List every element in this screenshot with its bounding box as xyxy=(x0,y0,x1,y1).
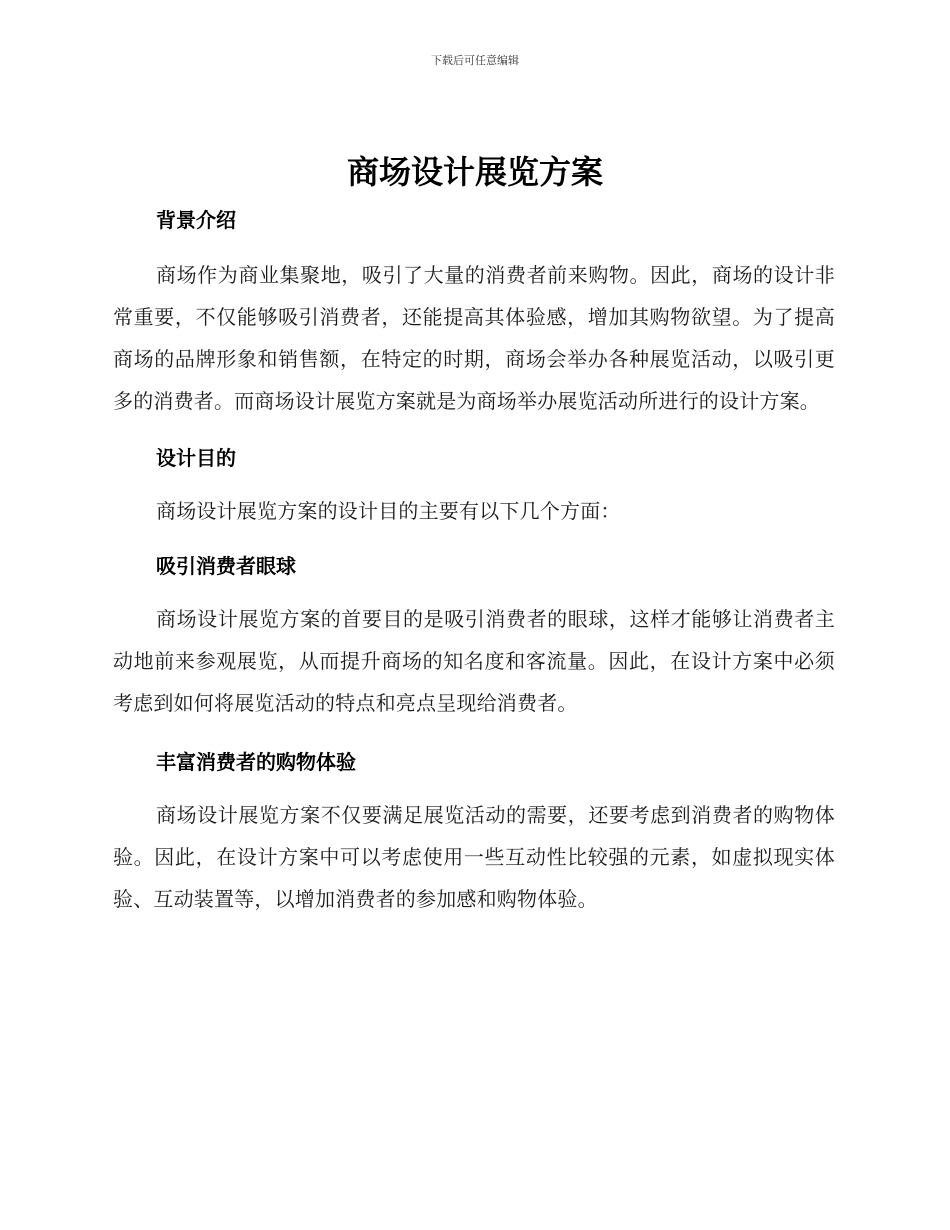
section-paragraph-background: 商场作为商业集聚地，吸引了大量的消费者前来购物。因此，商场的设计非常重要，不仅能够吸引消费者，还能提高其体验感，增加其购物欲望。为了提高商场的品牌形象和销售额，在特定的时期，商场会举办各种展览活动，以吸引更多的消费者。而商场设计展览方案就是为商场举办展览活动所进行的设计方案。 xyxy=(113,263,835,413)
section-heading-attract-eyes: 吸引消费者眼球 xyxy=(156,554,296,578)
document-title: 商场设计展览方案 xyxy=(346,153,603,191)
section-heading-design-purpose: 设计目的 xyxy=(156,446,236,470)
section-paragraph-shopping-experience: 商场设计展览方案不仅要满足展览活动的需要，还要考虑到消费者的购物体验。因此，在设计方案中可以考虑使用一些互动性比较强的元素，如虚拟现实体验、互动装置等，以增加消费者的参加感和购物体验。 xyxy=(113,803,835,911)
section-heading-background: 背景介绍 xyxy=(156,208,236,232)
section-heading-shopping-experience: 丰富消费者的购物体验 xyxy=(156,750,356,774)
section-paragraph-design-purpose: 商场设计展览方案的设计目的主要有以下几个方面： xyxy=(156,499,621,523)
document-body xyxy=(113,200,835,920)
page-header-note: 下载后可任意编辑 xyxy=(431,54,519,67)
section-paragraph-attract-eyes: 商场设计展览方案的首要目的是吸引消费者的眼球，这样才能够让消费者主动地前来参观展览，从而提升商场的知名度和客流量。因此，在设计方案中必须考虑到如何将展览活动的特点和亮点呈现给消费者。 xyxy=(113,607,835,715)
